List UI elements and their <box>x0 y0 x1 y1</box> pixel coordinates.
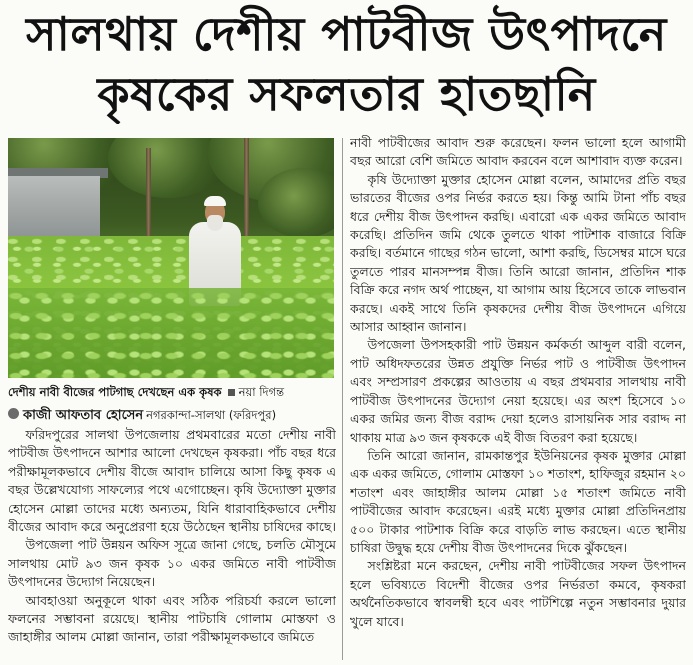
article-column-right <box>350 134 686 662</box>
article-column-left <box>8 426 336 662</box>
paragraph: সংশ্লিষ্টরা মনে করছেন, দেশীয় নাবী পাটবীজের সফল উৎপাদন হলে ভবিষ্যতে বিদেশী বীজের ওপর নির্ভরতা কমবে, কৃষকরা অর্থনৈতিকভাবে স্বাবলম্বী হবে এবং পাটশিল্পে নতুন সম্ভাবনার দুয়ার খুলে যাবে। <box>350 558 686 629</box>
byline-location: নগরকান্দা-সালথা (ফরিদপুর) <box>146 408 277 422</box>
palm-trunk <box>244 138 249 243</box>
paragraph: উপজেলা উপসহকারী পাট উন্নয়ন কর্মকর্তা আব্দুল বারী বলেন, পাট অধিদফতরের উন্নত প্রযুক্তি নির্ভর পাট ও পাটবীজ উৎপাদন এবং সম্প্রসারণ প্রকল্পের আওতায় এ বছর প্রথমবার সালথায় নাবী পাটবীজ উৎপাদনের উদ্যোগ নেয়া হয়েছে। এর অংশ হিসেবে ১০ একর জমির জন্য বীজ বরাদ্দ দেয়া হলেও রাসায়নিক সার বরাদ্দ না থাকায় মাত্র ৯৩ জন কৃষককে এই বীজ বিতরণ করা হয়েছে। <box>350 337 686 445</box>
paragraph: উপজেলা পাট উন্নয়ন অফিস সূত্রে জানা গেছে, চলতি মৌসুমে সালথায় মোট ৯৩ জন কৃষক ১০ একর জমিতে নাবী পাটবীজ উৎপাদনের উদ্যোগ নিয়েছেন। <box>8 537 336 590</box>
farmer-cap <box>204 196 226 206</box>
byline <box>8 404 338 423</box>
paragraph: আবহাওয়া অনুকূলে থাকা এবং সঠিক পরিচর্যা করলে ভালো ফলনের সম্ভাবনা রয়েছে। স্থানীয় পাটচাষি গোলাম মোস্তফা ও জাহাঙ্গীর আলম মোল্লা জানান, তারা পরীক্ষামূলকভাবে জমিতে <box>8 592 336 645</box>
tin-shed <box>8 176 100 238</box>
paragraph: কৃষি উদ্যোক্তা মুক্তার হোসেন মোল্লা বলেন, আমাদের প্রতি বছর ভারতের বীজের ওপর নির্ভর করতে হয়। কিন্তু আমি টানা পাঁচ বছর ধরে দেশীয় বীজ উৎপাদন করছি। এবারো এক একর জমিতে আবাদ করেছি। প্রতিদিন জমি থেকে তুলতে থাকা পাটশাক বাজারে বিক্রি করছি। বর্তমানে গাছের গঠন ভালো, আশা করছি, ডিসেম্বর মাসে ঘরে তুলতে পারব মানসম্পন্ন বীজ। তিনি আরো জানান, প্রতিদিন শাক বিক্রি করে নগদ অর্থ পাচ্ছেন, যা আগাম আয় হিসেবে তাকে লাভবান করছে। একই সাথে তিনি কৃষকদের দেশীয় বীজ উৎপাদনে এগিয়ে আসার আহ্বান জানান। <box>350 171 686 335</box>
farmer-beard <box>207 215 223 231</box>
photo-caption <box>8 384 338 401</box>
paragraph: ফরিদপুরের সালথা উপজেলায় প্রথমবারের মতো দেশীয় নাবী পাটবীজ উৎপাদনে আশার আলো দেখছেন কৃষকরা। পাঁচ বছর ধরে পরীক্ষামূলকভাবে দেশীয় বীজে আবাদ চালিয়ে আসা কিছু কৃষক এ বছর উল্লেখযোগ্য সাফল্যের পথে এগোচ্ছেন। কৃষি উদ্যোক্তা মুক্তার হোসেন মোল্লা তাদের মধ্যে অন্যতম, যিনি ধারাবাহিকভাবে দেশীয় বীজের আবাদ করে অনুপ্রেরণা হয়ে উঠেছেন স্থানীয় চাষিদের কাছে। <box>8 427 336 535</box>
article-photo <box>8 138 334 378</box>
headline-line-2: কৃষকের সফলতার হাতছানি <box>97 67 596 121</box>
square-icon <box>228 389 235 396</box>
paragraph: তিনি আরো জানান, রামকান্তপুর ইউনিয়নের কৃষক মুক্তার মোল্লা এক একর জমিতে, গোলাম মোস্তফা ১০ শতাংশ, হাফিজুর রহমান ২০ শতাংশ এবং জাহাঙ্গীর আলম মোল্লা ১৫ শতাংশ জমিতে নাবী পাটবীজের আবাদ করেছেন। এরই মধ্যে মুক্তার মোল্লা প্রতিদিনপ্রায় ৫০০ টাকার পাটশাক বিক্রি করে বাড়তি লাভ করছেন। এতে স্থানীয় চাষিরা উদ্বুদ্ধ হয়ে দেশীয় বীজ উৎপাদনের দিকে ঝুঁকছেন। <box>350 447 686 555</box>
jute-leaves-foreground <box>8 288 334 378</box>
circle-icon <box>8 408 19 419</box>
palm-trunk <box>146 148 151 243</box>
headline-line-1: সালথায় দেশীয় পাটবীজ উৎপাদনে <box>26 7 667 61</box>
photo-credit: নয়া দিগন্ত <box>238 385 285 399</box>
caption-text: দেশীয় নাবী বীজের পাটগাছ দেখছেন এক কৃষক <box>8 385 222 399</box>
tree-canopy <box>258 168 334 238</box>
column-divider <box>342 138 343 660</box>
headline <box>0 4 693 128</box>
byline-author: কাজী আফতাব হোসেন <box>23 408 144 423</box>
paragraph: নাবী পাটবীজের আবাদ শুরু করেছেন। ফলন ভালো হলে আগামী বছর আরো বেশি জমিতে আবাদ করবেন বলে আশাবাদ ব্যক্ত করেন। <box>350 135 686 169</box>
